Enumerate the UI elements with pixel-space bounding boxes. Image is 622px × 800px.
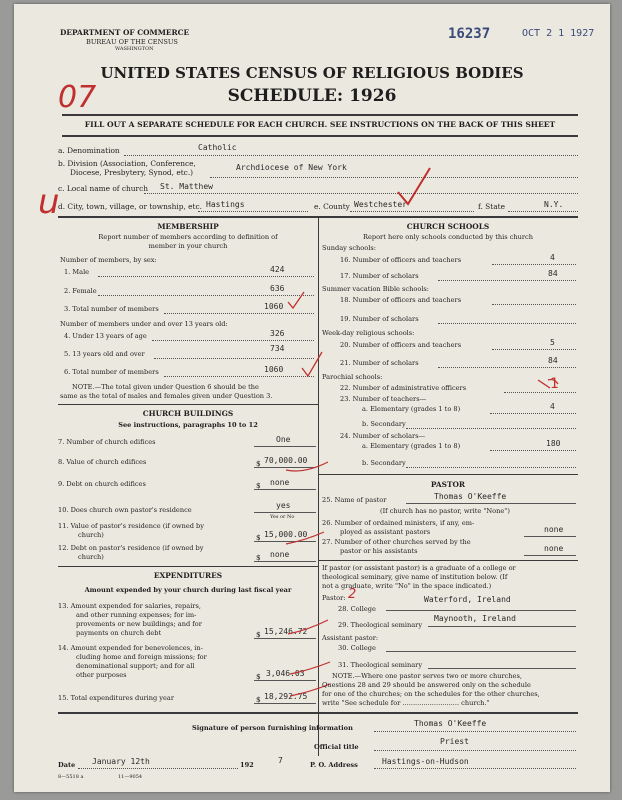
- date-label: Date: [58, 761, 76, 769]
- q9-value: none: [270, 478, 290, 487]
- q14-label-4: other purposes: [76, 671, 127, 679]
- q11-label-2: church): [78, 531, 104, 539]
- red-mark-2: 2: [348, 587, 357, 602]
- q15-label: 15. Total expenditures during year: [58, 694, 174, 702]
- dollar-sign: $: [256, 630, 261, 639]
- q26-value: none: [544, 525, 564, 534]
- q16-label: 16. Number of officers and teachers: [340, 256, 462, 264]
- q21-label: 21. Number of scholars: [340, 359, 419, 367]
- schools-heading: CHURCH SCHOOLS: [406, 222, 490, 231]
- q13-label-3: provements or new buildings; and for: [76, 620, 202, 628]
- q25-value: Thomas O'Keeffe: [434, 492, 507, 501]
- q14-label-2: cluding home and foreign missions; for: [76, 653, 207, 661]
- state-value: N.Y.: [544, 200, 564, 209]
- dollar-sign: $: [256, 533, 261, 542]
- received-stamp: OCT 2 1 1927: [522, 28, 595, 39]
- q20-value: 5: [550, 338, 555, 347]
- underline: [374, 731, 576, 732]
- underline: [490, 450, 576, 451]
- membership-intro: Report number of members according to definition of: [98, 233, 278, 241]
- graduate-note-3: not a graduate, write "No" in the space indicated.): [322, 582, 492, 590]
- q29-label: 29. Theological seminary: [338, 621, 423, 629]
- dollar-sign: $: [256, 459, 261, 468]
- buildings-sub: See instructions, paragraphs 10 to 12: [118, 421, 258, 429]
- schedule-number: 16237: [448, 26, 491, 42]
- q25-hint: (If church has no pastor, write "None"): [380, 507, 510, 515]
- underline: [492, 304, 576, 305]
- q23a-value: 4: [550, 402, 555, 411]
- q10-value: yes: [276, 501, 291, 510]
- underline: [374, 750, 576, 751]
- q7-value: One: [276, 435, 291, 444]
- q29-value: Maynooth, Ireland: [434, 614, 516, 623]
- q19-label: 19. Number of scholars: [340, 315, 419, 323]
- pastor-note-3: for one of the churches; on the schedules for the other churches,: [322, 690, 540, 698]
- q2-value: 636: [270, 284, 285, 293]
- underline: [350, 211, 474, 212]
- census-form: [14, 4, 610, 792]
- rule: [62, 114, 578, 116]
- underline: [492, 264, 576, 265]
- section-rule: [318, 474, 578, 475]
- pastor-heading: PASTOR: [430, 480, 466, 489]
- q14-label-3: denominational support; and for all: [76, 662, 195, 670]
- membership-note-2: same as the total of males and females given under Question 3.: [60, 392, 273, 400]
- underline: [406, 428, 576, 429]
- q7-label: 7. Number of church edifices: [58, 438, 156, 446]
- underline: [508, 211, 578, 212]
- signature-label: Signature of person furnishing information: [192, 724, 353, 732]
- underline: [374, 768, 576, 769]
- denomination-label: a. Denomination: [58, 146, 120, 155]
- pastor-note-2: Questions 28 and 29 should be answered only on the schedule: [322, 681, 531, 689]
- state-label: f. State: [478, 202, 505, 211]
- year-prefix: 192: [240, 761, 254, 769]
- rule: [62, 135, 578, 137]
- q22-label: 22. Number of administrative officers: [340, 384, 467, 392]
- underline: [438, 280, 576, 281]
- pastor-subheading: Pastor:: [322, 594, 346, 602]
- q12-label-2: church): [78, 553, 104, 561]
- red-strike-mark: [534, 376, 574, 392]
- underline: [504, 392, 576, 393]
- q24b-label: b. Secondary: [362, 459, 406, 467]
- underline: [524, 536, 576, 537]
- q28-value: Waterford, Ireland: [424, 595, 511, 604]
- q22-value: 1: [550, 376, 559, 392]
- pastor-note: NOTE.—Where one pastor serves two or more churches,: [332, 672, 522, 680]
- underline: [438, 323, 576, 324]
- underline: [524, 555, 576, 556]
- q25-label: 25. Name of pastor: [322, 496, 387, 504]
- underline: [154, 358, 314, 359]
- q15-value: 18,292.75: [264, 692, 308, 701]
- q11-label: 11. Value of pastor's residence (if owned by: [58, 522, 204, 530]
- red-checkmark-icon: [286, 290, 306, 310]
- underline: [492, 349, 576, 350]
- q1-value: 424: [270, 265, 285, 274]
- bureau-label: BUREAU OF THE CENSUS: [86, 38, 178, 46]
- church-name-label: c. Local name of church: [58, 184, 148, 193]
- form-title: UNITED STATES CENSUS OF RELIGIOUS BODIES: [100, 64, 524, 82]
- q31-label: 31. Theological seminary: [338, 661, 423, 669]
- q3-value: 1060: [264, 302, 284, 311]
- underline: [124, 155, 578, 156]
- weekday-label: Week-day religious schools:: [322, 329, 415, 337]
- po-value: Hastings-on-Hudson: [382, 757, 469, 766]
- q18-label: 18. Number of officers and teachers: [340, 296, 462, 304]
- official-title-label: Official title: [314, 743, 359, 751]
- q26-label-2: ployed as assistant pastors: [340, 528, 431, 536]
- sex-label: Number of members, by sex:: [60, 256, 157, 264]
- dollar-sign: $: [256, 695, 261, 704]
- q11-value: 15,000.00: [264, 530, 308, 539]
- q1-label: 1. Male: [64, 268, 90, 276]
- underline: [438, 367, 576, 368]
- dollar-sign: $: [256, 672, 261, 681]
- underline: [144, 193, 578, 194]
- division-label-2: Diocese, Presbytery, Synod, etc.): [70, 168, 194, 177]
- q8-value: 70,000.00: [264, 456, 308, 465]
- underline: [164, 376, 314, 377]
- section-rule: [318, 560, 578, 561]
- q9-label: 9. Debt on church edifices: [58, 480, 146, 488]
- schools-intro: Report here only schools conducted by this church: [363, 233, 533, 241]
- q14-value: 3,046.03: [266, 669, 305, 678]
- q17-label: 17. Number of scholars: [340, 272, 419, 280]
- q12-label: 12. Debt on pastor's residence (if owned by: [58, 544, 204, 552]
- expenditures-sub: Amount expended by your church during last fiscal year: [84, 586, 292, 594]
- underline: [164, 313, 314, 314]
- instruction-line: FILL OUT A SEPARATE SCHEDULE FOR EACH CHURCH. SEE INSTRUCTIONS ON THE BACK OF THIS SHEET: [84, 120, 556, 129]
- yes-no-hint: Yes or No: [270, 514, 295, 520]
- church-name-value: St. Matthew: [160, 182, 213, 191]
- county-value: Westchester: [354, 200, 407, 209]
- underline: [78, 768, 238, 769]
- division-label: b. Division (Association, Conference,: [58, 159, 196, 168]
- q13-label-2: and other running expenses; for im-: [76, 611, 197, 619]
- county-label: e. County: [314, 202, 350, 211]
- signature-value: Thomas O'Keeffe: [414, 719, 487, 728]
- dollar-sign: $: [256, 553, 261, 562]
- underline: [428, 626, 576, 627]
- pastor-note-4: write "See schedule for ........................... church.": [322, 699, 490, 707]
- q27-label-2: pastor or his assistants: [340, 547, 418, 555]
- city-label: d. City, town, village, or township, etc.: [58, 202, 203, 211]
- graduate-note-2: theological seminary, give name of institution below. (If: [322, 573, 508, 581]
- division-value: Archdiocese of New York: [236, 163, 347, 172]
- q28-label: 28. College: [338, 605, 376, 613]
- year-digit: 7: [278, 756, 283, 765]
- q23-label: 23. Number of teachers—: [340, 395, 427, 403]
- underline: [98, 276, 314, 277]
- q6-value: 1060: [264, 365, 284, 374]
- underline: [406, 503, 576, 504]
- assistant-subheading: Assistant pastor:: [322, 634, 379, 642]
- membership-intro-2: member in your church: [148, 242, 228, 250]
- buildings-heading: CHURCH BUILDINGS: [142, 409, 234, 418]
- po-label: P. O. Address: [310, 761, 358, 769]
- q2-label: 2. Female: [64, 287, 97, 295]
- q13-label-4: payments on church debt: [76, 629, 162, 637]
- official-title-value: Priest: [440, 737, 469, 746]
- underline: [98, 295, 314, 296]
- q6-label: 6. Total number of members: [64, 368, 159, 376]
- dollar-sign: $: [256, 481, 261, 490]
- dept-label: DEPARTMENT OF COMMERCE: [60, 28, 190, 37]
- city-value: Hastings: [206, 200, 245, 209]
- q21-value: 84: [548, 356, 558, 365]
- q16-value: 4: [550, 253, 555, 262]
- red-checkmark-icon: [300, 350, 324, 378]
- section-rule: [58, 566, 318, 567]
- underline: [198, 211, 308, 212]
- form-code: 8—5518 a: [58, 774, 84, 780]
- q4-label: 4. Under 13 years of age: [64, 332, 147, 340]
- q23a-label: a. Elementary (grades 1 to 8): [362, 405, 461, 413]
- q8-label: 8. Value of church edifices: [58, 458, 147, 466]
- graduate-note: If pastor (or assistant pastor) is a graduate of a college or: [322, 564, 516, 572]
- q30-label: 30. College: [338, 644, 376, 652]
- q5-value: 734: [270, 344, 285, 353]
- q5-label: 5. 13 years old and over: [64, 350, 145, 358]
- q27-value: none: [544, 544, 564, 553]
- summer-label: Summer vacation Bible schools:: [322, 285, 430, 293]
- red-checkmark-icon: [394, 164, 434, 208]
- membership-heading: MEMBERSHIP: [157, 222, 219, 231]
- q14-label: 14. Amount expended for benevolences, in-: [58, 644, 203, 652]
- underline: [428, 668, 576, 669]
- q24a-label: a. Elementary (grades 1 to 8): [362, 442, 461, 450]
- city-label: WASHINGTON: [115, 46, 154, 52]
- q24-label: 24. Number of scholars—: [340, 432, 426, 440]
- form-subtitle: SCHEDULE: 1926: [227, 86, 397, 106]
- red-mark-left: u: [38, 182, 60, 222]
- q23b-label: b. Secondary: [362, 420, 406, 428]
- q13-label: 13. Amount expended for salaries, repairs,: [58, 602, 201, 610]
- q20-label: 20. Number of officers and teachers: [340, 341, 462, 349]
- section-rule: [58, 404, 318, 405]
- parochial-label: Parochial schools:: [322, 373, 383, 381]
- q4-value: 326: [270, 329, 285, 338]
- underline: [386, 610, 576, 611]
- q12-value: none: [270, 550, 290, 559]
- underline: [406, 467, 576, 468]
- q24a-value: 180: [546, 439, 561, 448]
- q10-label: 10. Does church own pastor's residence: [58, 506, 192, 514]
- age-label: Number of members under and over 13 years old:: [60, 320, 228, 328]
- q13-value: 15,246.72: [264, 627, 308, 636]
- q26-label: 26. Number of ordained ministers, if any, em-: [322, 519, 475, 527]
- sunday-label: Sunday schools:: [322, 244, 376, 252]
- print-code: 11—9054: [118, 774, 143, 780]
- underline: [386, 651, 576, 652]
- membership-note: NOTE.—The total given under Question 6 should be the: [72, 383, 259, 391]
- section-rule: [58, 712, 578, 714]
- q3-label: 3. Total number of members: [64, 305, 159, 313]
- q17-value: 84: [548, 269, 558, 278]
- denomination-value: Catholic: [198, 143, 237, 152]
- red-mark-07: 07: [58, 80, 97, 115]
- expenditures-heading: EXPENDITURES: [153, 571, 223, 580]
- q27-label: 27. Number of other churches served by the: [322, 538, 471, 546]
- underline: [152, 340, 314, 341]
- underline: [490, 413, 576, 414]
- date-value: January 12th: [92, 757, 150, 766]
